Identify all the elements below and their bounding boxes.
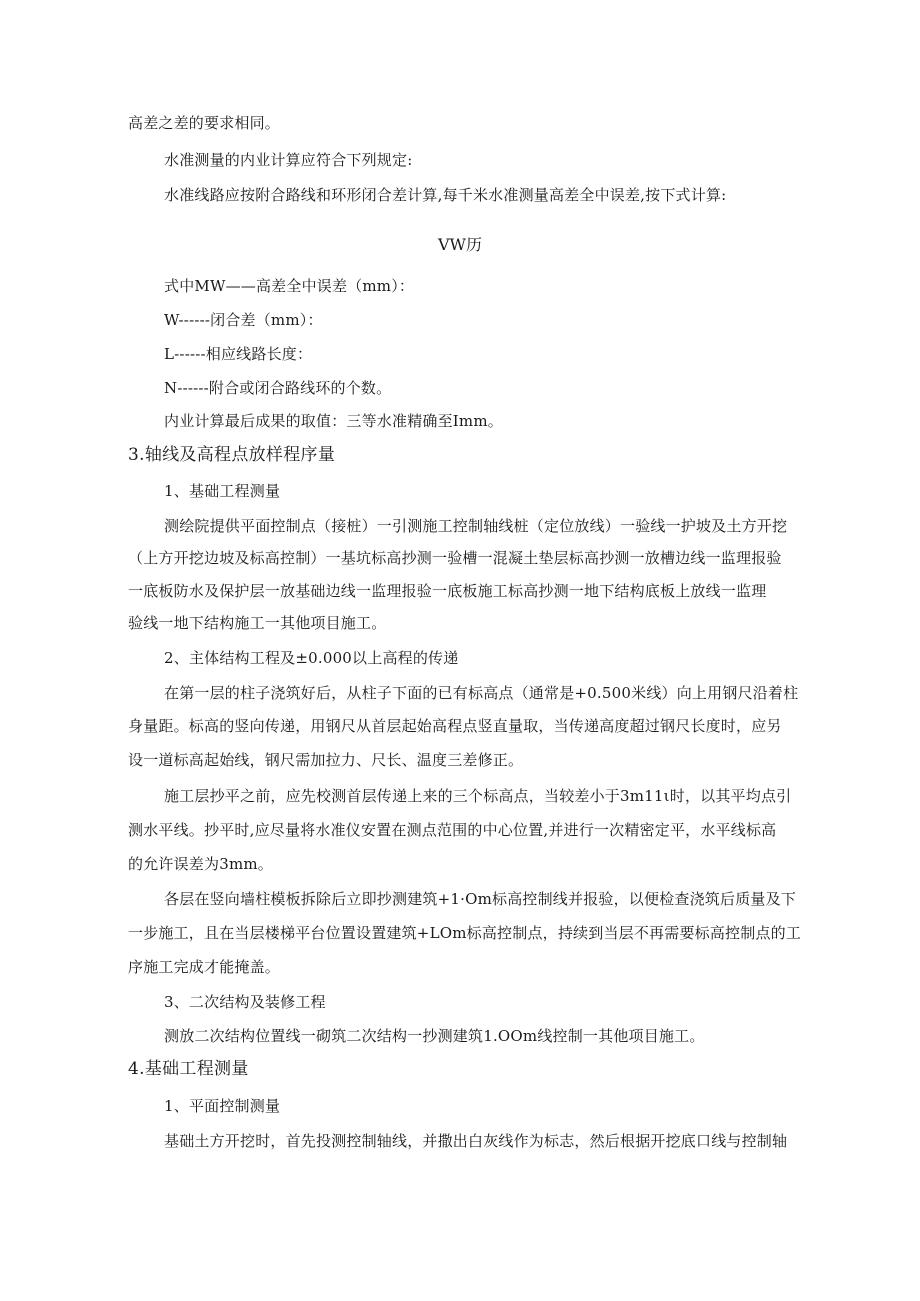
paragraph-tail: 高差之差的要求相同。 [128, 114, 281, 132]
section-3-sub2-para2-line: 的允许误差为3mm。 [128, 855, 273, 873]
section-3-sub3-line: 测放二次结构位置线一砌筑二次结构一抄测建筑1.OOm线控制一其他项目施工。 [164, 1027, 705, 1045]
section-4-sub1-title: 1、平面控制测量 [164, 1097, 281, 1115]
definition-l: L------相应线路长度： [164, 345, 313, 363]
section-3-sub2-para1-line: 在第一层的柱子浇筑好后，从柱子下面的已有标高点（通常是+0.500米线）向上用钢尺沿着柱 [164, 684, 799, 702]
section-4-sub1-line: 基础土方开挖时，首先投测控制轴线，并撒出白灰线作为标志，然后根据开挖底口线与控制轴 [164, 1132, 788, 1150]
definition-n: N------附合或闭合路线环的个数。 [164, 379, 392, 397]
section-3-sub2-para2-line: 施工层抄平之前，应先校测首层传递上来的三个标高点，当较差小于3m11ι时，以其平均点引 [164, 787, 792, 805]
formula: VW历 [437, 235, 482, 254]
rule-text: 水准线路应按附合路线和环形闭合差计算,每千米水准测量高差全中误差,按下式计算: [164, 186, 727, 204]
section-3-sub1-title: 1、基础工程测量 [164, 482, 281, 500]
section-3-sub1-line: 一底板防水及保护层一放基础边线一监理报验一底板施工标高抄测一地下结构底板上放线一监理 [128, 582, 767, 600]
rule-intro: 水准测量的内业计算应符合下列规定: [164, 151, 413, 169]
definition-w: W------闭合差（mm）： [164, 311, 323, 329]
section-3-sub2-para3-line: 各层在竖向墙柱模板拆除后立即抄测建筑+1·Om标高控制线并报验，以便检查浇筑后质量及下 [164, 890, 797, 908]
section-3-sub3-title: 3、二次结构及装修工程 [164, 993, 326, 1011]
section-4-heading: 4.基础工程测量 [128, 1059, 249, 1079]
section-3-sub2-para1-line: 身量距。标高的竖向传递，用钢尺从首层起始高程点竖直量取，当传递高度超过钢尺长度时，应另 [128, 717, 782, 735]
section-3-sub1-line: 验线一地下结构施工一其他项目施工。 [128, 614, 387, 632]
section-3-sub2-para1-line: 设一道标高起始线，钢尺需加拉力、尺长、温度三差修正。 [128, 751, 524, 769]
section-3-sub1-line: 测绘院提供平面控制点（接桩）一引测施工控制轴线桩（定位放线）一验线一护坡及土方开挖 [164, 517, 788, 535]
section-3-sub1-line: （上方开挖边坡及标高控制）一基坑标高抄测一验槽一混凝土垫层标高抄测一放槽边线一监理报验 [128, 549, 782, 567]
section-3-sub2-para3-line: 序施工完成才能掩盖。 [128, 958, 281, 976]
section-3-sub2-para3-line: 一步施工，且在当层楼梯平台位置设置建筑+LOm标高控制点，持续到当层不再需要标高控制点的工 [128, 924, 802, 942]
section-3-sub2-para2-line: 测水平线。抄平时,应尽量将水准仪安置在测点范围的中心位置,并进行一次精密定平，水平线标高 [128, 821, 777, 839]
section-3-heading: 3.轴线及高程点放样程序量 [128, 445, 336, 465]
definition-mw: 式中MW——高差全中误差（mm）： [164, 277, 415, 295]
final-value-text: 内业计算最后成果的取值：三等水准精确至Imm。 [164, 412, 503, 430]
section-3-sub2-title: 2、主体结构工程及±0.000以上高程的传递 [164, 649, 459, 667]
